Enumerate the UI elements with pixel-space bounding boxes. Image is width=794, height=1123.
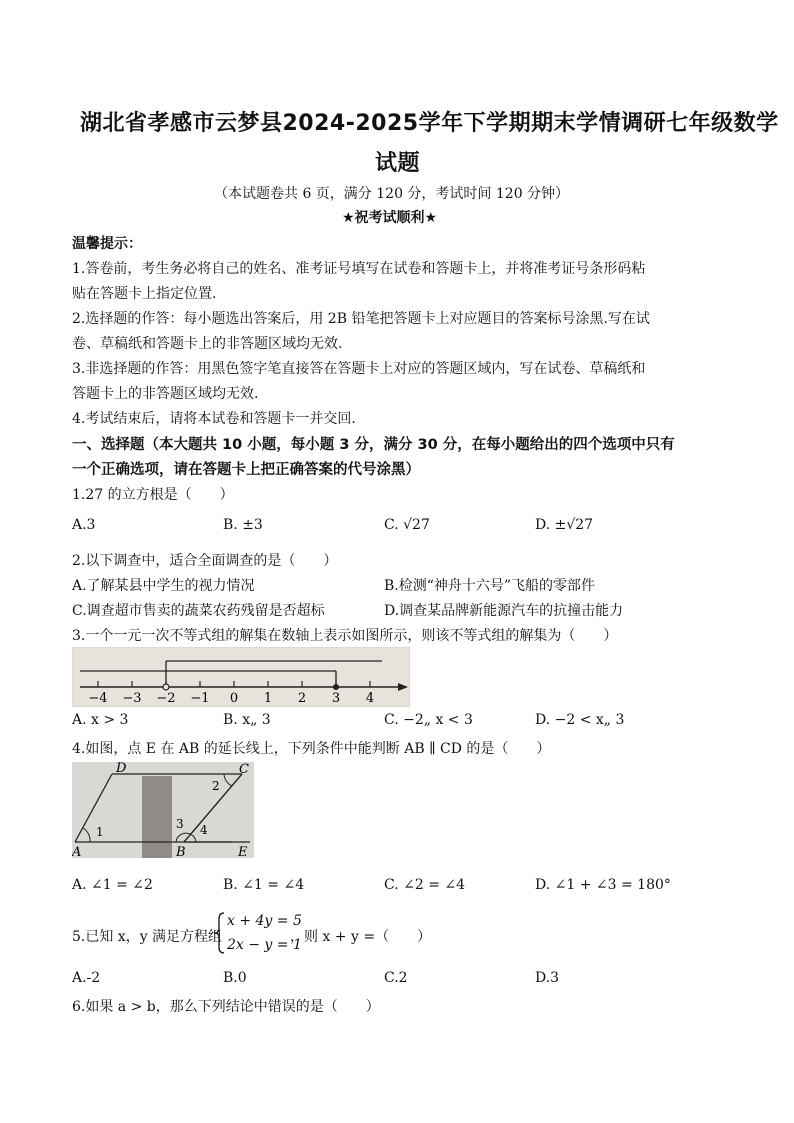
- q1-opt-c: C. √27: [384, 517, 430, 533]
- subtitle: （本试题卷共 6 页，满分 120 分，考试时间 120 分钟）: [214, 186, 570, 202]
- point-label-e: E: [238, 845, 248, 858]
- tip-line-7: 4.考试结束后，请将本试卷和答题卡一并交回.: [72, 411, 356, 427]
- q1-opt-a: A.3: [72, 517, 96, 533]
- q5-opt-a: A.-2: [72, 970, 101, 986]
- tick-label: −3: [122, 691, 142, 706]
- q4-opt-b: B. ∠1 = ∠4: [223, 877, 305, 893]
- q3-opt-d: D. −2 < x„ 3: [535, 712, 625, 728]
- tick-label: −2: [156, 691, 176, 706]
- tick-label: −4: [88, 691, 108, 706]
- q2-stem: 2.以下调查中，适合全面调查的是（ ）: [72, 553, 338, 569]
- point-label-a: A: [72, 845, 82, 858]
- page-title-line1: 湖北省孝感市云梦县2024-2025学年下学期期末学情调研七年级数学: [80, 111, 779, 136]
- point-label-d: D: [116, 762, 127, 776]
- q4-opt-d: D. ∠1 + ∠3 = 180°: [535, 877, 671, 893]
- q3-opt-a: A. x > 3: [72, 712, 129, 728]
- q3-opt-c: C. −2„ x < 3: [384, 712, 473, 728]
- tick-label: 4: [365, 691, 375, 706]
- tip-line-3: 2.选择题的作答：每小题选出答案后，用 2B 铅笔把答题卡上对应题目的答案标号涂黑.写在试: [72, 311, 650, 327]
- q1-stem: 1.27 的立方根是（ ）: [72, 487, 234, 503]
- page-title-line2: 试题: [375, 151, 421, 176]
- tip-line-5: 3.非选择题的作答：用黑色签字笔直接答在答题卡上对应的答题区域内，写在试卷、草稿纸和: [72, 361, 646, 377]
- q1-opt-b: B. ±3: [223, 517, 263, 533]
- q5-stem-pre: 5.已知 x，y 满足方程组: [72, 929, 223, 945]
- q2-opt-c: C.调查超市售卖的蔬菜农药残留是否超标: [72, 603, 325, 619]
- number-line-figure: [72, 647, 410, 707]
- section1-line2: 一个正确选项，请在答题卡上把正确答案的代号涂黑）: [72, 462, 420, 478]
- parallelogram-figure: [72, 762, 254, 858]
- tip-line-4: 卷、草稿纸和答题卡上的非答题区域均无效.: [72, 336, 343, 352]
- q6-stem: 6.如果 a > b，那么下列结论中错误的是（ ）: [72, 999, 380, 1015]
- q5-equation-2: 2x − y = 1: [227, 937, 302, 953]
- angle-label-2: 2: [212, 779, 220, 793]
- tick-label: 0: [229, 691, 239, 706]
- angle-label-4: 4: [200, 823, 208, 837]
- q2-opt-d: D.调查某品牌新能源汽车的抗撞击能力: [384, 603, 624, 619]
- tick-label: 1: [263, 691, 273, 706]
- tick-label: 2: [297, 691, 307, 706]
- system-brace: [214, 911, 226, 955]
- angle-label-1: 1: [96, 825, 104, 839]
- tip-line-6: 答题卡上的非答题区域均无效.: [72, 386, 259, 402]
- q4-opt-c: C. ∠2 = ∠4: [384, 877, 466, 893]
- q2-opt-a: A.了解某县中学生的视力情况: [72, 578, 255, 594]
- tick-label: −1: [190, 691, 210, 706]
- wish-line: ★祝考试顺利★: [342, 210, 438, 226]
- q5-opt-c: C.2: [384, 970, 408, 986]
- q1-opt-d: D. ±√27: [535, 517, 594, 533]
- q5-equation-1: x + 4y = 5: [227, 913, 302, 929]
- q3-opt-b: B. x„ 3: [223, 712, 271, 728]
- q5-opt-b: B.0: [223, 970, 247, 986]
- point-label-b: B: [176, 845, 186, 858]
- tip-line-2: 贴在答题卡上指定位置.: [72, 286, 217, 302]
- q3-stem: 3.一个一元一次不等式组的解集在数轴上表示如图所示，则该不等式组的解集为（ ）: [72, 628, 618, 644]
- section1-line1: 一、选择题（本大题共 10 小题，每小题 3 分，满分 30 分，在每小题给出的四个选项中只有: [72, 437, 675, 453]
- point-label-c: C: [239, 762, 249, 777]
- tip-line-1: 1.答卷前，考生务必将自己的姓名、准考证号填写在试卷和答题卡上，并将准考证号条形码粘: [72, 261, 646, 277]
- q5-opt-d: D.3: [535, 970, 560, 986]
- q4-stem: 4.如图，点 E 在 AB 的延长线上，下列条件中能判断 AB ∥ CD 的是（ ）: [72, 741, 551, 757]
- tick-label: 3: [331, 691, 341, 706]
- angle-label-3: 3: [176, 817, 184, 831]
- q4-opt-a: A. ∠1 = ∠2: [72, 877, 153, 893]
- q5-stem-post: ，则 x + y =（ ）: [290, 929, 432, 945]
- tips-heading: 温馨提示：: [72, 236, 142, 252]
- q2-opt-b: B.检测“神舟十六号”飞船的零部件: [384, 578, 596, 594]
